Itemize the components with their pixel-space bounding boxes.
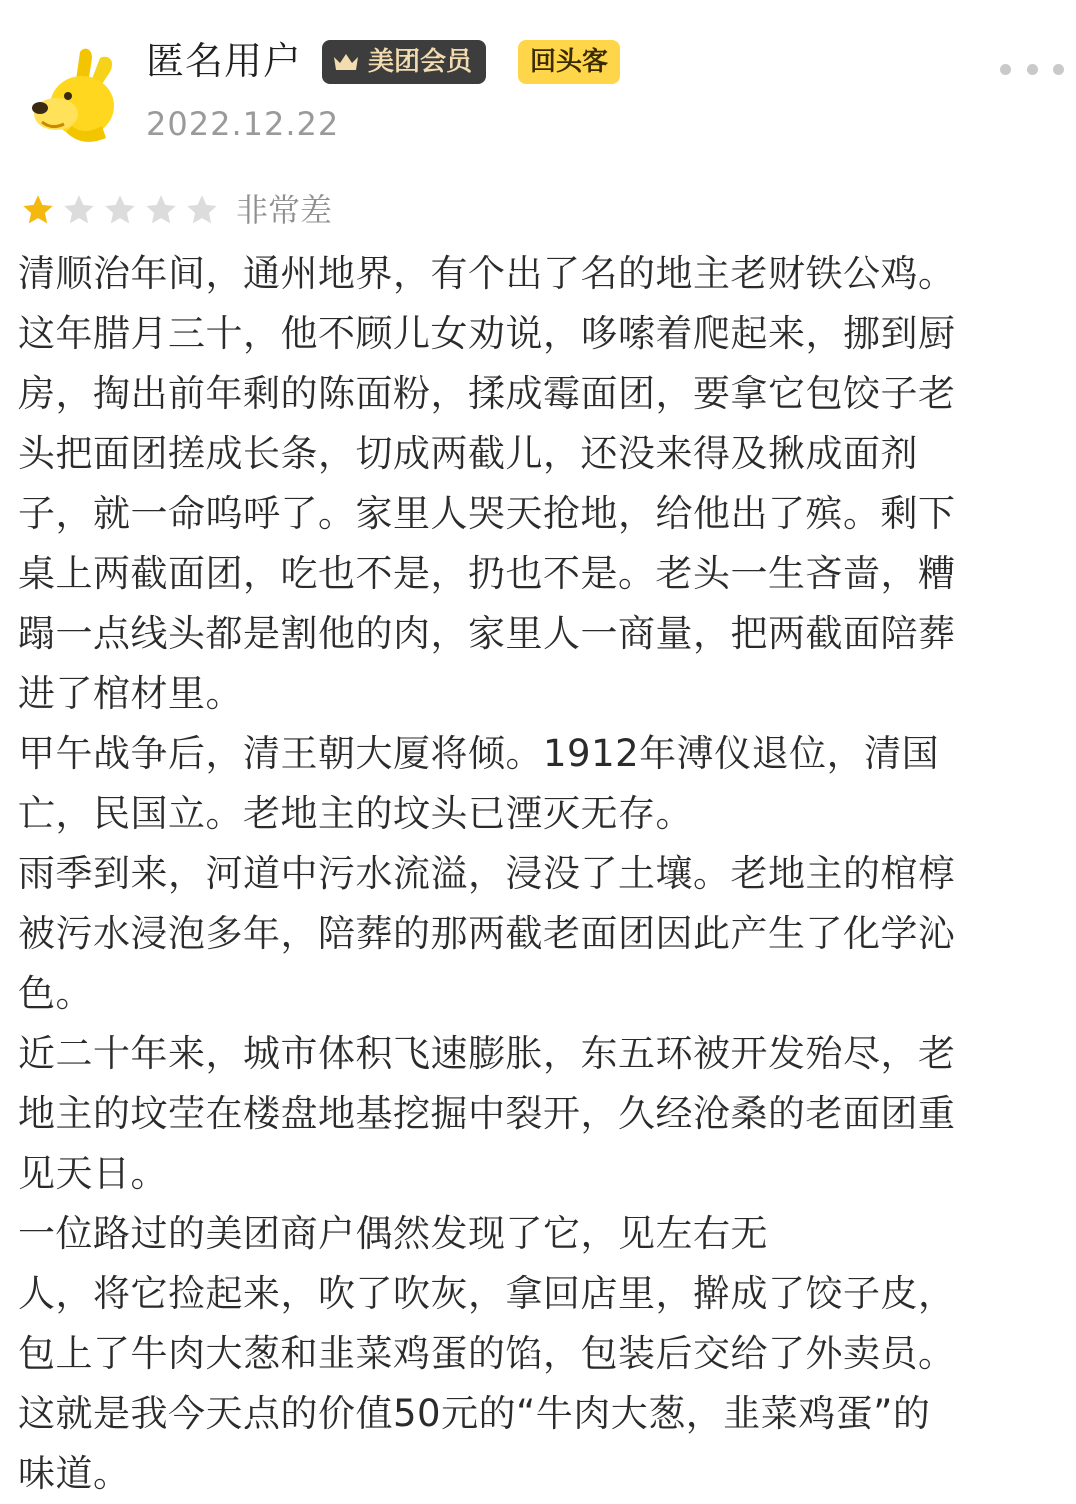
review-text-line: 房，掏出前年剩的陈面粉，揉成霉面团，要拿它包饺子老 (18, 372, 956, 415)
star-empty-icon (102, 192, 138, 228)
review-text-line: 蹋一点线头都是割他的肉，家里人一商量，把两截面陪葬 (18, 612, 956, 655)
review-text-line: 人，将它捡起来，吹了吹灰，拿回店里，擀成了饺子皮， (18, 1272, 956, 1315)
review-text-line: 味道。 (18, 1452, 131, 1495)
review-text-line: 雨季到来，河道中污水流溢，浸没了土壤。老地主的棺椁 (18, 852, 956, 895)
review-text-line: 子，就一命呜呼了。家里人哭天抢地，给他出了殡。剩下 (18, 492, 956, 535)
ellipsis-dot-icon (1000, 64, 1011, 75)
rating-row (20, 188, 332, 232)
star-rating (20, 192, 220, 228)
review-text-line: 见天日。 (18, 1152, 168, 1195)
review-text-line: 一位路过的美团商户偶然发现了它，见左右无 (18, 1212, 768, 1255)
star-empty-icon (143, 192, 179, 228)
avatar[interactable] (22, 44, 122, 148)
review-text-line: 亡，民国立。老地主的坟头已湮灭无存。 (18, 792, 693, 835)
review-text-line: 近二十年来，城市体积飞速膨胀，东五环被开发殆尽，老 (18, 1032, 956, 1075)
review-text-line: 被污水浸泡多年，陪葬的那两截老面团因此产生了化学沁 (18, 912, 956, 955)
rating-label: 非常差 (236, 191, 333, 229)
review-text-line: 清顺治年间，通州地界，有个出了名的地主老财铁公鸡。 (18, 252, 956, 295)
review-text-line: 色。 (18, 972, 93, 1015)
review-text-line: 地主的坟茔在楼盘地基挖掘中裂开，久经沧桑的老面团重 (18, 1092, 956, 1135)
crown-icon (332, 51, 360, 73)
review-text-line: 这就是我今天点的价值50元的“牛肉大葱，韭菜鸡蛋”的 (18, 1392, 931, 1435)
user-name[interactable]: 匿名用户 (146, 39, 303, 83)
member-badge (322, 40, 486, 84)
review-text-line: 甲午战争后，清王朝大厦将倾。1912年溥仪退位，清国 (18, 732, 940, 775)
review-text (18, 244, 1058, 1504)
more-options-button[interactable] (1000, 56, 1064, 82)
member-badge-label: 美团会员 (368, 47, 473, 77)
review-text-line: 头把面团搓成长条，切成两截儿，还没来得及揪成面剂 (18, 432, 918, 475)
repeat-customer-badge: 回头客 (518, 40, 620, 84)
yellow-dog-mascot-icon (22, 44, 122, 148)
ellipsis-dot-icon (1053, 64, 1064, 75)
star-empty-icon (184, 192, 220, 228)
review-text-line: 进了棺材里。 (18, 672, 243, 715)
review-text-line: 桌上两截面团，吃也不是，扔也不是。老头一生吝啬，糟 (18, 552, 956, 595)
star-empty-icon (61, 192, 97, 228)
review-text-line: 包上了牛肉大葱和韭菜鸡蛋的馅，包装后交给了外卖员。 (18, 1332, 956, 1375)
ellipsis-dot-icon (1027, 64, 1038, 75)
review-text-line: 这年腊月三十，他不顾儿女劝说，哆嗦着爬起来，挪到厨 (18, 312, 956, 355)
star-filled-icon (20, 192, 56, 228)
review-date: 2022.12.22 (146, 105, 340, 143)
